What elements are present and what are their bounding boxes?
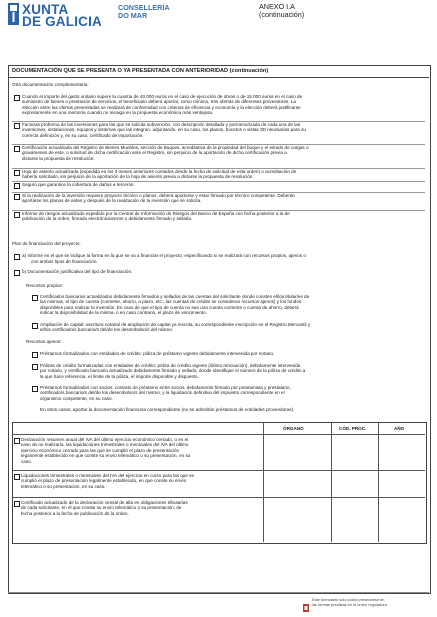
table-col-divider-3 (378, 422, 379, 542)
xunta-wordmark (22, 4, 102, 28)
xunta-line1: XUNTA (22, 4, 102, 16)
department-line1: CONSELLERÍA (118, 4, 170, 12)
financing-a-line2: con ambos tipos de financiación. (31, 259, 98, 264)
external-resource-checkbox[interactable] (32, 386, 38, 392)
other-doc-text: haberla solicitado, sin perjuicio de la aportación de la hoja de asiento previa a dictarse la propuesta de resolución. (22, 174, 254, 179)
external-resource-text: por notario, y certificado bancario actualizado debidamente firmado y sellado, donde identifique el número de la póliza de crédito a (40, 368, 305, 373)
table-row-text: ejercicio económico cerrado para las que se cumplió el plazo de presentación (21, 448, 179, 453)
table-col-divider-1 (263, 422, 264, 542)
own-resource-text: las mismas, el tipo de cuenta (corriente, ahorro, a plazo, etc.; las cuentas de crédito se consideran recursos ajenos) y los fondos (40, 299, 301, 304)
external-resource-checkbox[interactable] (32, 364, 38, 370)
other-doc-text: Si la realización de la inversión requiere proyecto técnico o planos, deberá aportarse y estar firmado por técnico competente. Deberán (22, 193, 295, 198)
other-doc-checkbox[interactable] (14, 123, 20, 129)
other-doc-text: dictarse la propuesta de resolución. (22, 156, 95, 161)
table-row-text: telemático o su presentación, en su caso. (21, 484, 106, 489)
table-row-checkbox[interactable] (14, 474, 20, 480)
footer-line1: Este formulario solo podrá presentarse en (312, 598, 387, 603)
financing-b-label: b) Documentación justificativa del tipo de financiación: (22, 269, 132, 274)
external-resource-text: Pólizas de crédito formalizadas con entidades de crédito: póliza de crédito vigente (último renovación), debidamente intervenida (40, 363, 300, 368)
external-resource-text: la que hace referencia, el límite de la póliza, el importe disponible y dispuesto. (40, 374, 199, 379)
other-doc-checkbox[interactable] (14, 212, 20, 218)
other-doc-checkbox[interactable] (14, 183, 20, 189)
other-doc-text: Informe de riesgos actualizado expedido por la Central de Información de Riesgos del Banco de España con fecha posterior a la de (22, 211, 290, 216)
external-resource-text: Préstamos formalizados con entidades de crédito: póliza de préstamo vigente debidamente intervenida por notario. (40, 351, 274, 356)
other-docs-heading: Otra documentación complementaria: (12, 82, 89, 87)
table-row-text: caso. (21, 459, 32, 464)
own-resource-text: el/los certificado/s bancario/s del/de los desembolso/s del mismo. (40, 327, 173, 332)
own-resource-checkbox[interactable] (32, 323, 38, 329)
table-header-year: AÑO (394, 426, 404, 431)
other-doc-text: publicación de la orden, firmado electrónicamente o debidamente firmado y sellado. (22, 216, 192, 221)
financing-heading: Plan de financiación del proyecto: (12, 241, 81, 246)
table-row-text: Certificado actualizado de la declaración censal de alta en obligaciones tributarias (21, 500, 188, 505)
table-row-text: Liquidaciones trimestrales o mensuales del IVA del ejercicio en curso para las que se (21, 473, 194, 478)
section-title: DOCUMENTACIÓN QUE SE PRESENTA O YA PRESENTADA CON ANTERIORIDAD (continuación) (12, 68, 268, 74)
table-row-text: de cada solicitante, en el que conste su envío telemático o su presentación, de (21, 505, 181, 510)
department-line2: DO MAR (118, 12, 170, 20)
annex-title: ANEXO I.A (259, 3, 304, 11)
footer-line2: las formas previstas en la orden reguladora (312, 603, 387, 608)
financing-b-checkbox[interactable] (14, 270, 20, 276)
other-doc-text: Certificación actualizada del Registro de Bienes Muebles, sección de Buques, acreditativa de la propiedad del buque y el estado de cargas o (22, 145, 309, 150)
table-row-text: caso de no realizarla, las liquidaciones trimestrales o mensuales del IVA del último (21, 442, 188, 447)
own-resource-text: Ampliación de capital: escritura notarial de ampliación de capital ya inscrita, su correspondiente inscripción en el Registro Mercantil y (40, 322, 310, 327)
other-doc-text: Cuando el importe del gasto unitario supere la cuantía de 40.000 euros en el caso de ejecución de obras o de 15.000 euros en el caso de (22, 94, 302, 99)
other-doc-checkbox[interactable] (14, 95, 20, 101)
own-resource-checkbox[interactable] (32, 295, 38, 301)
other-doc-text: Hoja de asiento actualizada (expedida en los 3 meses anteriores contados desde la fecha de solicitud de esta orden) o acreditación de (22, 169, 296, 174)
other-doc-text: inversiones, instalaciones, equipos y sistemas que las integran, adjuntando, en su caso, los planos, bocetos o vistas 3D necesarios para su (22, 127, 306, 132)
table-row-text: legalmente establecido en que conste su envío telemático o su presentación, en su (21, 453, 190, 458)
external-resource-text: certificado/s bancario/s del/de los desembolso/s del mismo, y la liquidación definitiva del impuesto correspondiente en el (40, 390, 285, 395)
other-doc-text: gravámenes de este, o solicitud de dicha certificación ante el Registro, sin perjuicio de la aportación de dicha certificación previa a (22, 150, 287, 155)
own-resource-text: disponibles para realizar la inversión. En caso de que el tipo de cuenta no sea una cuenta corriente o cuenta de ahorro, deberá (40, 305, 299, 310)
department-name (118, 4, 170, 21)
other-cases-note: En otros casos, aportar la documentación financiera correspondiente (no se admitirán préstamos de entidades proveedoras). (40, 407, 294, 412)
table-row-rule-2 (12, 497, 425, 498)
financing-a-checkbox[interactable] (14, 254, 20, 260)
other-doc-text: Facturas proforma de las inversiones para las que se solicita subvención, con descripción detallada y pormenorizada de cada una de las (22, 122, 300, 127)
other-doc-text: aportarse los planos de antes y después de la realización de la inversión que se solicita. (22, 198, 202, 203)
other-doc-checkbox[interactable] (14, 146, 20, 152)
external-resources-heading: Recursos ajenos: (26, 339, 62, 344)
table-col-divider-2 (331, 422, 332, 542)
other-doc-text: suministro de bienes o prestación de servicios, el beneficiario deberá aportar, como mínimo, tres ofertas de diferentes proveedores. La (22, 99, 296, 104)
footer-note (312, 598, 387, 608)
table-row-checkbox[interactable] (14, 438, 20, 444)
other-doc-text: Seguro que garantice la cobertura de daños a terceros. (22, 182, 135, 187)
own-resources-heading: Recursos propios: (26, 283, 63, 288)
external-resource-text: organismo competente, en su caso. (40, 396, 113, 401)
xunta-logo-icon (8, 3, 19, 30)
external-resource-text: Préstamos formalizados con socios: contrato de préstamo entre socios, debidamente firmado por prestamista y prestatario, (40, 385, 291, 390)
table-row-text: cumplió el plazo de presentación legalmente establecido, en que conste su envío (21, 478, 186, 483)
other-doc-text: correcta definición y, en su caso, certificado de importación. (22, 133, 143, 138)
other-doc-text: elección entre las ofertas presentadas se realizará de conformidad con criterios de eficiencia y economía y la elección deberá justificarse (22, 105, 301, 110)
table-row-text: fecha posterior a la fecha de publicación de la orden. (21, 511, 129, 516)
other-doc-checkbox[interactable] (14, 170, 20, 176)
other-doc-checkbox[interactable] (14, 194, 20, 200)
own-resource-text: indicar la disponibilidad de la misma, o en caso contrario, el plazo de vencimiento. (40, 310, 207, 315)
table-row-rule-1 (12, 470, 425, 471)
table-header-rule (12, 434, 425, 435)
annex-subtitle: (continuación) (259, 11, 304, 19)
table-row-text: Declaración resumen anual del IVA del último ejercicio económico cerrado, o en el (21, 437, 188, 442)
external-resource-checkbox[interactable] (32, 352, 38, 358)
footer-rule (8, 592, 429, 593)
financing-a-line1: a) Informe en el que se indique la forma en la que se va a financiar el proyecto, especificando si se realizará con recursos propios, ajenos o (22, 253, 306, 258)
annex-label (259, 3, 304, 19)
footer-seal-icon (303, 599, 309, 617)
table-row-checkbox[interactable] (14, 501, 20, 507)
table-header-organ: ÓRGANO (283, 426, 304, 431)
xunta-line2: DE GALICIA (22, 16, 102, 28)
own-resource-text: Certificados bancarios actualizados debidamente firmados y sellados de las cuentas del solicitante donde consten el/los titular/es de (40, 294, 309, 299)
other-doc-text: expresamente en una memoria cuando no recaiga en la propuesta económica más ventajosa. (22, 110, 213, 115)
table-header-proc-code: CÓD. PROC. (339, 426, 366, 431)
